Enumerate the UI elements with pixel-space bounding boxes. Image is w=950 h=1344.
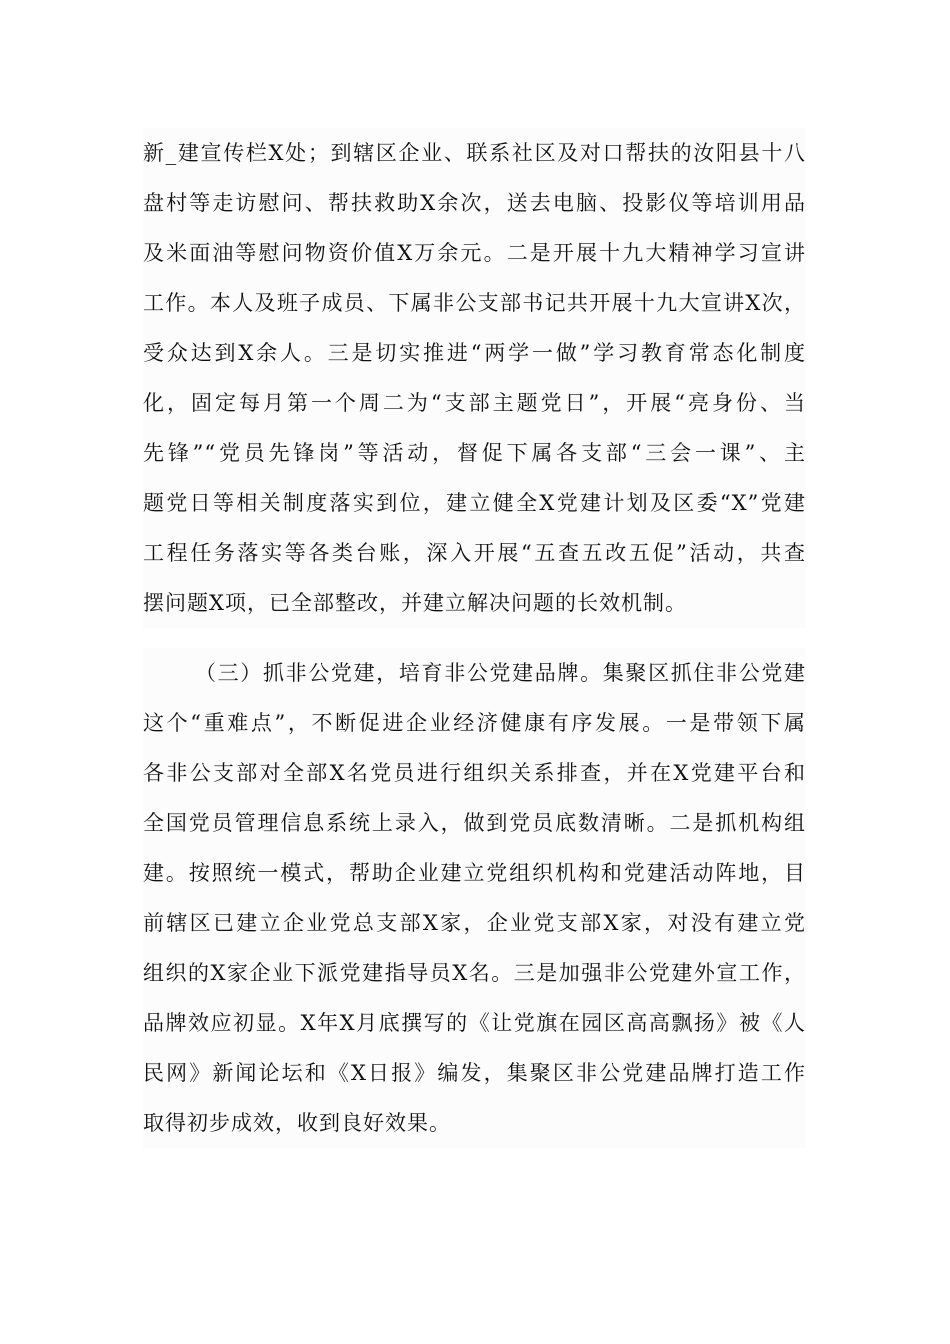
paragraph-line: 品牌效应初显。X年X月底撰写的《让党旗在园区高高飘扬》被《人 (143, 1011, 806, 1035)
paragraph-line-last: 摆问题X项，已全部整改，并建立解决问题的长效机制。 (143, 591, 687, 615)
paragraph-line: 受众达到X余人。三是切实推进“两学一做”学习教育常态化制度 (143, 341, 806, 365)
paragraph-line: 前辖区已建立企业党总支部X家，企业党支部X家，对没有建立党 (143, 911, 806, 935)
paragraph-line: 工作。本人及班子成员、下属非公支部书记共开展十九大宣讲X次， (143, 291, 806, 315)
paragraph-continued (143, 128, 806, 628)
paragraph-line: 这个“重难点”，不断促进企业经济健康有序发展。一是带领下属 (143, 711, 806, 735)
paragraph-line: 及米面油等慰问物资价值X万余元。二是开展十九大精神学习宣讲 (143, 241, 806, 265)
paragraph-line-heading: （三）抓非公党建，培育非公党建品牌。集聚区抓住非公党建 (195, 661, 806, 685)
paragraph-line: 盘村等走访慰问、帮扶救助X余次，送去电脑、投影仪等培训用品 (143, 191, 806, 215)
paragraph-line: 全国党员管理信息系统上录入，做到党员底数清晰。二是抓机构组 (143, 811, 806, 835)
paragraph-line: 题党日等相关制度落实到位，建立健全X党建计划及区委“X”党建 (143, 491, 806, 515)
paragraph-section-three (143, 648, 806, 1148)
paragraph-line: 化，固定每月第一个周二为“支部主题党日”，开展“亮身份、当 (143, 391, 806, 415)
paragraph-line: 先锋”“党员先锋岗”等活动，督促下属各支部“三会一课”、主 (143, 441, 806, 465)
paragraph-line: 新_建宣传栏X处；到辖区企业、联系社区及对口帮扶的汝阳县十八 (143, 141, 806, 165)
paragraph-line: 工程任务落实等各类台账，深入开展“五查五改五促”活动，共查 (143, 541, 806, 565)
paragraph-line: 各非公支部对全部X名党员进行组织关系排查，并在X党建平台和 (143, 761, 806, 785)
paragraph-line: 民网》新闻论坛和《X日报》编发，集聚区非公党建品牌打造工作 (143, 1061, 806, 1085)
paragraph-line: 建。按照统一模式，帮助企业建立党组织机构和党建活动阵地，目 (143, 861, 806, 885)
paragraph-line-last: 取得初步成效，收到良好效果。 (143, 1111, 451, 1135)
paragraph-line: 组织的X家企业下派党建指导员X名。三是加强非公党建外宣工作， (143, 961, 806, 985)
